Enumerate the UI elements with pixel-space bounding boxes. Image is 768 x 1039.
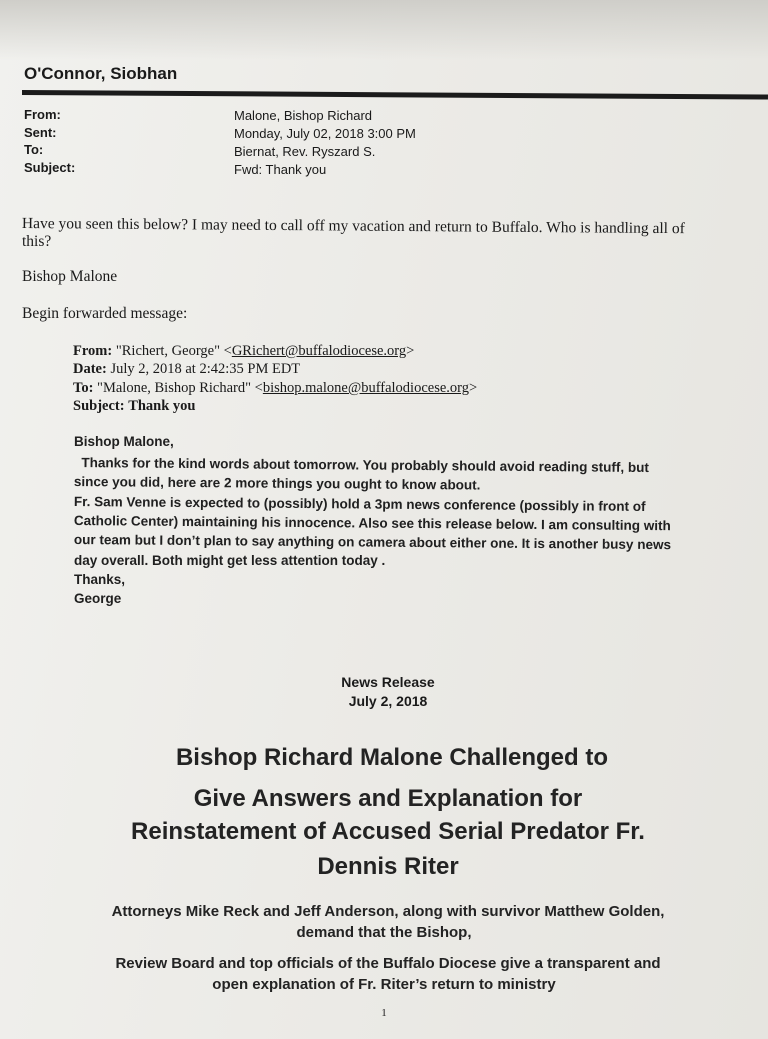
release-subhead-line: open explanation of Fr. Riter’s return to ministry (212, 976, 556, 993)
to-value: Biernat, Rev. Ryszard S. (234, 144, 376, 159)
msg-line: Fr. Sam Venne is expected to (possibly) hold a 3pm news conference (possibly in front of (73, 494, 646, 514)
msg-line: since you did, here are 2 more things you ought to know about. (73, 474, 481, 493)
sent-label: Sent: (24, 125, 57, 140)
fw-subject-value: Thank you (128, 398, 196, 414)
fw-to-line (73, 380, 477, 397)
fw-date-value: July 2, 2018 at 2:42:35 PM EDT (110, 361, 301, 377)
fw-subject-label: Subject: (73, 398, 125, 414)
from-value: Malone, Bishop Richard (234, 108, 373, 123)
release-headline-line: Give Answers and Explanation for (193, 785, 583, 812)
reply-line-1: Have you seen this below? I may need to call off my vacation and return to Buffalo. Who is handling all of (21, 215, 685, 238)
forward-intro: Begin forwarded message: (22, 305, 188, 322)
page-number: 1 (381, 1007, 387, 1019)
reply-line-2: this? (22, 233, 52, 250)
release-subhead-line: Attorneys Mike Reck and Jeff Anderson, along with survivor Matthew Golden, (111, 903, 665, 920)
release-subhead-line: demand that the Bishop, (296, 924, 472, 941)
mailbox-owner: O'Connor, Siobhan (24, 64, 178, 83)
release-headline-line: Dennis Riter (317, 853, 459, 880)
sent-value: Monday, July 02, 2018 3:00 PM (234, 126, 416, 141)
fw-date-label: Date: (73, 361, 107, 377)
msg-thanks: Thanks, (74, 572, 126, 587)
to-label: To: (24, 142, 44, 157)
msg-line: our team but I don’t plan to say anything on camera about either one. It is another busy news (73, 532, 672, 553)
fw-to-email-link[interactable]: bishop.malone@buffalodiocese.org (262, 380, 469, 396)
msg-greeting: Bishop Malone, (74, 434, 174, 449)
release-headline-line: Reinstatement of Accused Serial Predator Fr. (131, 818, 645, 845)
msg-line: Thanks for the kind words about tomorrow. You probably should avoid reading stuff, but (73, 455, 649, 476)
msg-line: Catholic Center) maintaining his innocence. Also see this release below. I am consulting with (73, 513, 671, 534)
from-label: From: (24, 107, 61, 122)
fw-from-label: From: (73, 343, 113, 359)
fw-subject-line (73, 398, 196, 415)
subject-value: Fwd: Thank you (234, 162, 327, 177)
msg-line: day overall. Both might get less attention today . (74, 553, 386, 568)
subject-label: Subject: (24, 160, 76, 175)
reply-signature: Bishop Malone (22, 268, 118, 285)
fw-to-close: > (468, 380, 478, 396)
release-label: News Release (341, 674, 435, 690)
fw-from-close: > (406, 343, 415, 359)
release-headline-line: Bishop Richard Malone Challenged to (175, 744, 609, 771)
fw-to-label: To: (73, 380, 94, 396)
page-shadow (0, 0, 768, 60)
fw-from-name: "Richert, George" < (115, 343, 232, 359)
fw-to-name: "Malone, Bishop Richard" < (97, 380, 263, 396)
fw-date-line (73, 361, 300, 378)
header-divider (22, 90, 768, 100)
fw-from-line (73, 343, 414, 360)
release-date: July 2, 2018 (348, 693, 428, 709)
fw-from-email-link[interactable]: GRichert@buffalodiocese.org (231, 343, 407, 359)
release-subhead-line: Review Board and top officials of the Buffalo Diocese give a transparent and (115, 955, 661, 972)
msg-signoff: George (74, 591, 122, 606)
